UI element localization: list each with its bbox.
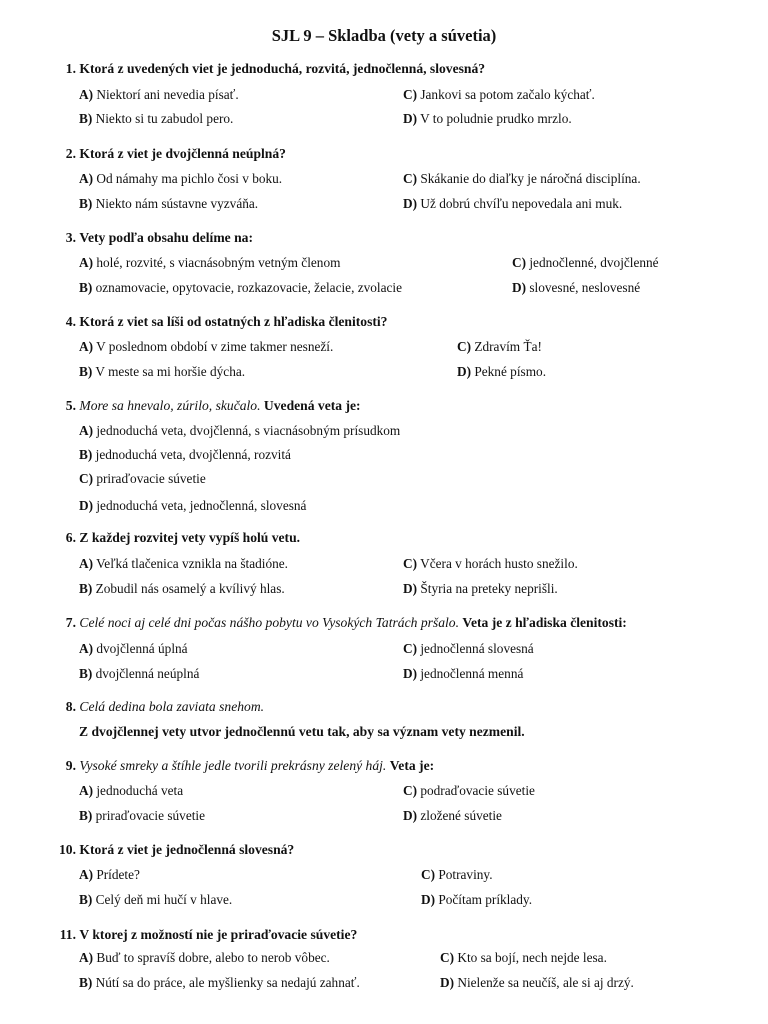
option-text: Veľká tlačenica vznikla na štadióne.: [96, 556, 288, 571]
option-b: [79, 666, 199, 682]
option-text: Už dobrú chvíľu nepovedala ani muk.: [420, 196, 623, 211]
option-text: Od námahy ma pichlo čosi v boku.: [96, 171, 283, 186]
question-9: [56, 758, 434, 774]
option-letter: A): [79, 556, 94, 571]
option-letter: A): [79, 641, 94, 656]
option-a: [79, 423, 400, 439]
option-text: Počítam príklady.: [438, 892, 533, 907]
option-letter: D): [512, 280, 527, 295]
option-letter: C): [440, 950, 455, 965]
option-a: [79, 641, 188, 657]
option-text: Jankovi sa potom začalo kýchať.: [420, 87, 595, 102]
option-letter: C): [421, 867, 436, 882]
option-b: [79, 364, 245, 380]
option-letter: C): [403, 87, 418, 102]
question-number: 8.: [65, 699, 76, 714]
option-d: [403, 808, 502, 824]
option-letter: A): [79, 783, 94, 798]
option-text: jednoduchá veta: [96, 783, 184, 798]
option-b: [79, 975, 360, 991]
question-number: 3.: [65, 230, 76, 245]
option-letter: C): [403, 641, 418, 656]
option-d: [403, 581, 558, 597]
option-letter: D): [403, 808, 418, 823]
option-a: [79, 783, 183, 799]
question-7: [56, 615, 627, 631]
option-letter: D): [403, 581, 418, 596]
question-text: Ktorá z viet je jednočlenná slovesná?: [79, 842, 295, 857]
option-text: jednočlenná menná: [420, 666, 524, 681]
option-text: Zobudil nás osamelý a kvílivý hlas.: [95, 581, 285, 596]
question-number: 10.: [59, 842, 76, 857]
question-number: 1.: [65, 61, 76, 76]
option-c: [403, 783, 535, 799]
question-number: 6.: [65, 530, 76, 545]
document-title: SJL 9 – Skladba (vety a súvetia): [271, 26, 497, 45]
question-text: Ktorá z viet je dvojčlenná neúplná?: [79, 146, 286, 161]
question-text: Ktorá z viet sa líši od ostatných z hľadiska členitosti?: [79, 314, 388, 329]
option-b: [79, 581, 285, 597]
option-c: [403, 641, 534, 657]
option-d: [403, 196, 622, 212]
question-sentence: Celé noci aj celé dni počas nášho pobytu vo Vysokých Tatrách pršalo.: [79, 615, 459, 630]
option-c: [79, 471, 206, 487]
question-task: Z dvojčlennej vety utvor jednočlennú vetu tak, aby sa význam vety nezmenil.: [79, 724, 525, 739]
question-number: 7.: [65, 615, 76, 630]
option-c: [440, 950, 607, 966]
option-letter: A): [79, 339, 94, 354]
option-letter: B): [79, 581, 93, 596]
option-letter: A): [79, 867, 94, 882]
option-letter: D): [421, 892, 436, 907]
option-text: Nútí sa do práce, ale myšlienky sa nedajú zahnať.: [95, 975, 360, 990]
option-text: Potraviny.: [438, 867, 493, 882]
question-number: 5.: [65, 398, 76, 413]
option-text: dvojčlenná neúplná: [95, 666, 200, 681]
option-letter: C): [512, 255, 527, 270]
option-d: [79, 498, 306, 514]
option-text: zložené súvetie: [420, 808, 502, 823]
option-d: [512, 280, 640, 296]
option-c: [457, 339, 542, 355]
option-text: Štyria na preteky neprišli.: [420, 581, 558, 596]
option-text: jednočlenné, dvojčlenné: [529, 255, 659, 270]
option-text: dvojčlenná úplná: [96, 641, 188, 656]
question-10: [56, 842, 294, 858]
option-text: oznamovacie, opytovacie, rozkazovacie, želacie, zvolacie: [95, 280, 403, 295]
option-c: [421, 867, 493, 883]
option-a: [79, 556, 288, 572]
question-text: Veta je:: [389, 758, 435, 773]
option-d: [440, 975, 634, 991]
option-text: Celý deň mi hučí v hlave.: [95, 892, 233, 907]
question-number: 11.: [59, 927, 76, 942]
question-number: 4.: [65, 314, 76, 329]
option-letter: C): [403, 783, 418, 798]
option-c: [512, 255, 659, 271]
option-b: [79, 196, 258, 212]
option-letter: D): [440, 975, 455, 990]
option-a: [79, 950, 330, 966]
option-a: [79, 339, 333, 355]
option-c: [403, 171, 641, 187]
option-text: priraďovacie súvetie: [95, 808, 206, 823]
option-letter: B): [79, 666, 93, 681]
option-text: Zdravím Ťa!: [474, 339, 542, 354]
option-letter: A): [79, 950, 94, 965]
option-b: [79, 111, 233, 127]
option-text: Prídete?: [96, 867, 140, 882]
option-text: Niekto nám sústavne vyzváňa.: [95, 196, 259, 211]
question-text: Z každej rozvitej vety vypíš holú vetu.: [79, 530, 301, 545]
option-letter: D): [79, 498, 94, 513]
option-letter: D): [403, 111, 418, 126]
option-c: [403, 556, 578, 572]
option-a: [79, 171, 282, 187]
question-2: [56, 146, 286, 162]
question-1: [56, 61, 485, 77]
option-text: Pekné písmo.: [474, 364, 547, 379]
option-text: slovesné, neslovesné: [529, 280, 641, 295]
option-letter: B): [79, 196, 93, 211]
question-text: Uvedená veta je:: [263, 398, 361, 413]
option-text: jednočlenná slovesná: [420, 641, 534, 656]
option-a: [79, 255, 340, 271]
question-text: Vety podľa obsahu delíme na:: [79, 230, 253, 245]
option-letter: B): [79, 892, 93, 907]
option-d: [457, 364, 546, 380]
option-letter: C): [403, 556, 418, 571]
option-b: [79, 892, 232, 908]
question-3: [56, 230, 253, 246]
option-a: [79, 867, 140, 883]
option-letter: D): [457, 364, 472, 379]
option-text: V meste sa mi horšie dýcha.: [95, 364, 246, 379]
option-letter: C): [403, 171, 418, 186]
option-text: Skákanie do diaľky je náročná disciplína.: [420, 171, 641, 186]
question-sentence: Celá dedina bola zaviata snehom.: [79, 699, 265, 714]
option-letter: A): [79, 423, 94, 438]
option-text: priraďovacie súvetie: [96, 471, 206, 486]
option-c: [403, 87, 595, 103]
option-letter: A): [79, 255, 94, 270]
option-letter: B): [79, 111, 93, 126]
option-letter: B): [79, 975, 93, 990]
option-b: [79, 280, 402, 296]
option-d: [403, 666, 523, 682]
option-text: Nielenže sa neučíš, ale si aj drzý.: [457, 975, 634, 990]
option-letter: A): [79, 87, 94, 102]
option-b: [79, 447, 291, 463]
option-letter: B): [79, 447, 93, 462]
option-text: V to poludnie prudko mrzlo.: [420, 111, 572, 126]
option-d: [403, 111, 572, 127]
option-text: jednoduchá veta, dvojčlenná, s viacnásobným prísudkom: [96, 423, 401, 438]
option-text: Včera v horách husto snežilo.: [420, 556, 578, 571]
question-text: V ktorej z možností nie je priraďovacie súvetie?: [79, 927, 358, 942]
question-8: [56, 699, 264, 715]
option-a: [79, 87, 239, 103]
option-letter: A): [79, 171, 94, 186]
option-text: jednoduchá veta, dvojčlenná, rozvitá: [95, 447, 291, 462]
question-number: 9.: [65, 758, 76, 773]
option-text: Kto sa bojí, nech nejde lesa.: [457, 950, 607, 965]
question-sentence: More sa hnevalo, zúrilo, skučalo.: [79, 398, 261, 413]
option-d: [421, 892, 532, 908]
option-letter: D): [403, 666, 418, 681]
option-letter: B): [79, 808, 93, 823]
option-text: V poslednom období v zime takmer nesneží.: [96, 339, 334, 354]
question-5: [56, 398, 361, 414]
question-4: [56, 314, 387, 330]
option-text: Niekto si tu zabudol pero.: [95, 111, 234, 126]
question-6: [56, 530, 300, 546]
option-text: jednoduchá veta, jednočlenná, slovesná: [96, 498, 307, 513]
question-text: Ktorá z uvedených viet je jednoduchá, rozvitá, jednočlenná, slovesná?: [79, 61, 486, 76]
question-11: [56, 927, 357, 943]
question-sentence: Vysoké smreky a štíhle jedle tvorili prekrásny zelený háj.: [79, 758, 387, 773]
option-letter: C): [79, 471, 94, 486]
question-text: Veta je z hľadiska členitosti:: [462, 615, 627, 630]
option-text: podraďovacie súvetie: [420, 783, 535, 798]
question-number: 2.: [65, 146, 76, 161]
option-letter: B): [79, 280, 93, 295]
option-b: [79, 808, 205, 824]
option-letter: D): [403, 196, 418, 211]
option-letter: C): [457, 339, 472, 354]
option-letter: B): [79, 364, 93, 379]
option-text: holé, rozvité, s viacnásobným vetným členom: [96, 255, 341, 270]
option-text: Niektorí ani nevedia písať.: [96, 87, 239, 102]
option-text: Buď to spravíš dobre, alebo to nerob vôbec.: [96, 950, 330, 965]
